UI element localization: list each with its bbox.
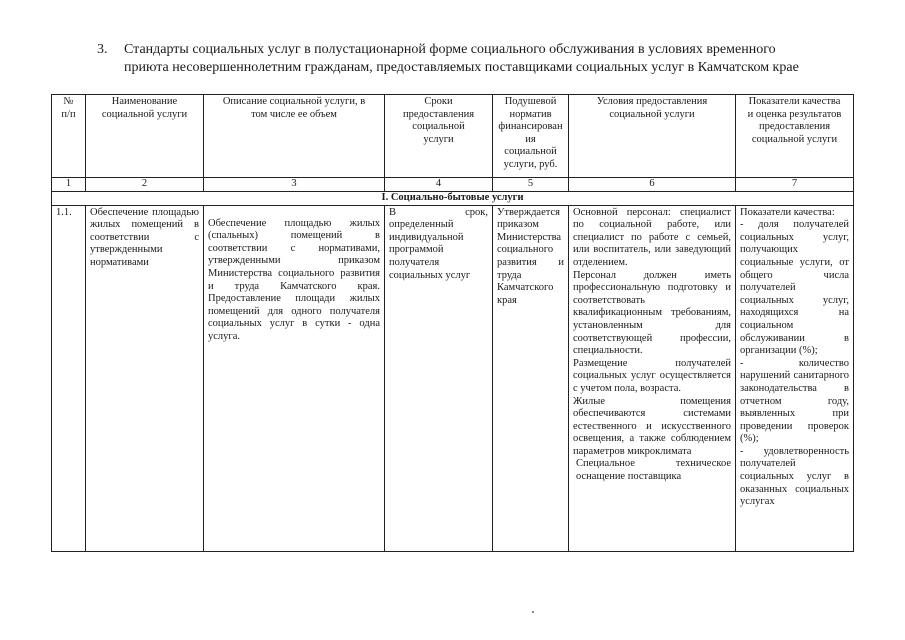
heading-line-1 (97, 41, 867, 59)
header-financing-norm: Подушевой норматив финансирован ия социальной услуги, руб. (493, 95, 569, 178)
indicator-paragraph: - количество нарушений санитарного законодательства в отчетном году, выявленных при проведении проверок (%); (740, 357, 849, 445)
row-conditions (569, 205, 736, 551)
section-title: I. Социально-бытовые услуги (52, 192, 854, 206)
section-row (52, 192, 854, 206)
heading-line-1-text: Стандарты социальных услуг в полустационарной форме социального обслуживания в условиях временного (124, 42, 776, 57)
column-number: 1 (52, 178, 86, 192)
row-service-name: Обеспечение площадью жилых помещений в соответствии с утвержденными нормативами (86, 205, 204, 551)
condition-paragraph: Размещение получателей социальных услуг осуществляется с учетом пола, возраста. (573, 357, 731, 394)
column-number-row (52, 178, 854, 192)
row-quality-indicators (736, 205, 854, 551)
indicator-paragraph: - доля получателей социальных услуг, получающих социальные услуги, от общего числа получателей социальных услуг, находящихся на социальном обслуживании в организации (%); (740, 219, 849, 357)
header-terms: Сроки предоставления социальной услуги (385, 95, 493, 178)
column-number: 2 (86, 178, 204, 192)
condition-paragraph: Основной персонал: специалист по социальной работе, или специалист по работе с семьей, или воспитатель, или заведующий отделением. (573, 206, 731, 268)
standards-table (51, 94, 854, 552)
indicator-paragraph: - удовлетворенность получателей социальных услуг в оказанных социальных услугах (740, 445, 849, 508)
table-header-row (52, 95, 854, 178)
condition-paragraph: Жилые помещения обеспечиваются системами естественного и искусственного освещения, а также соблюдением параметров микроклимата (573, 395, 731, 457)
column-number: 7 (736, 178, 854, 192)
column-number: 5 (493, 178, 569, 192)
condition-paragraph: Специальное техническое оснащение поставщика (576, 458, 731, 483)
row-financing: Утверждается приказом Министерства социального развития и труда Камчатского края (493, 205, 569, 551)
row-service-description: Обеспечение площадью жилых (спальных) помещений в соответствии с нормативами, утвержденными приказом Министерства социального развития и труда Камчатского края. Предоставление площади жилых помещений для одного получателя социальных услуг в сутки - одна услуга. (204, 205, 385, 551)
heading-line-2: приюта несовершеннолетним гражданам, предоставляемых поставщиками социальных услуг в Камчатском крае (124, 60, 799, 75)
row-terms: В срок, определенный индивидуальной программой получателя социальных услуг (385, 205, 493, 551)
scan-speck (532, 611, 534, 613)
column-number: 3 (204, 178, 385, 192)
table-row (52, 205, 854, 551)
row-number: 1.1. (52, 205, 86, 551)
document-heading (97, 41, 867, 77)
indicator-paragraph: Показатели качества: (740, 206, 835, 218)
header-number: № п/п (52, 95, 86, 178)
header-service-name: Наименование социальной услуги (86, 95, 204, 178)
column-number: 6 (569, 178, 736, 192)
header-quality-indicators: Показатели качества и оценка результатов предоставления социальной услуги (736, 95, 854, 178)
heading-number: 3. (97, 42, 108, 57)
header-service-description: Описание социальной услуги, в том числе ее объем (204, 95, 385, 178)
column-number: 4 (385, 178, 493, 192)
condition-paragraph: Персонал должен иметь профессиональную подготовку и соответствовать квалификационным требованиям, установленным для соответствующей профессии, специальности. (573, 269, 731, 357)
header-conditions: Условия предоставления социальной услуги (569, 95, 736, 178)
